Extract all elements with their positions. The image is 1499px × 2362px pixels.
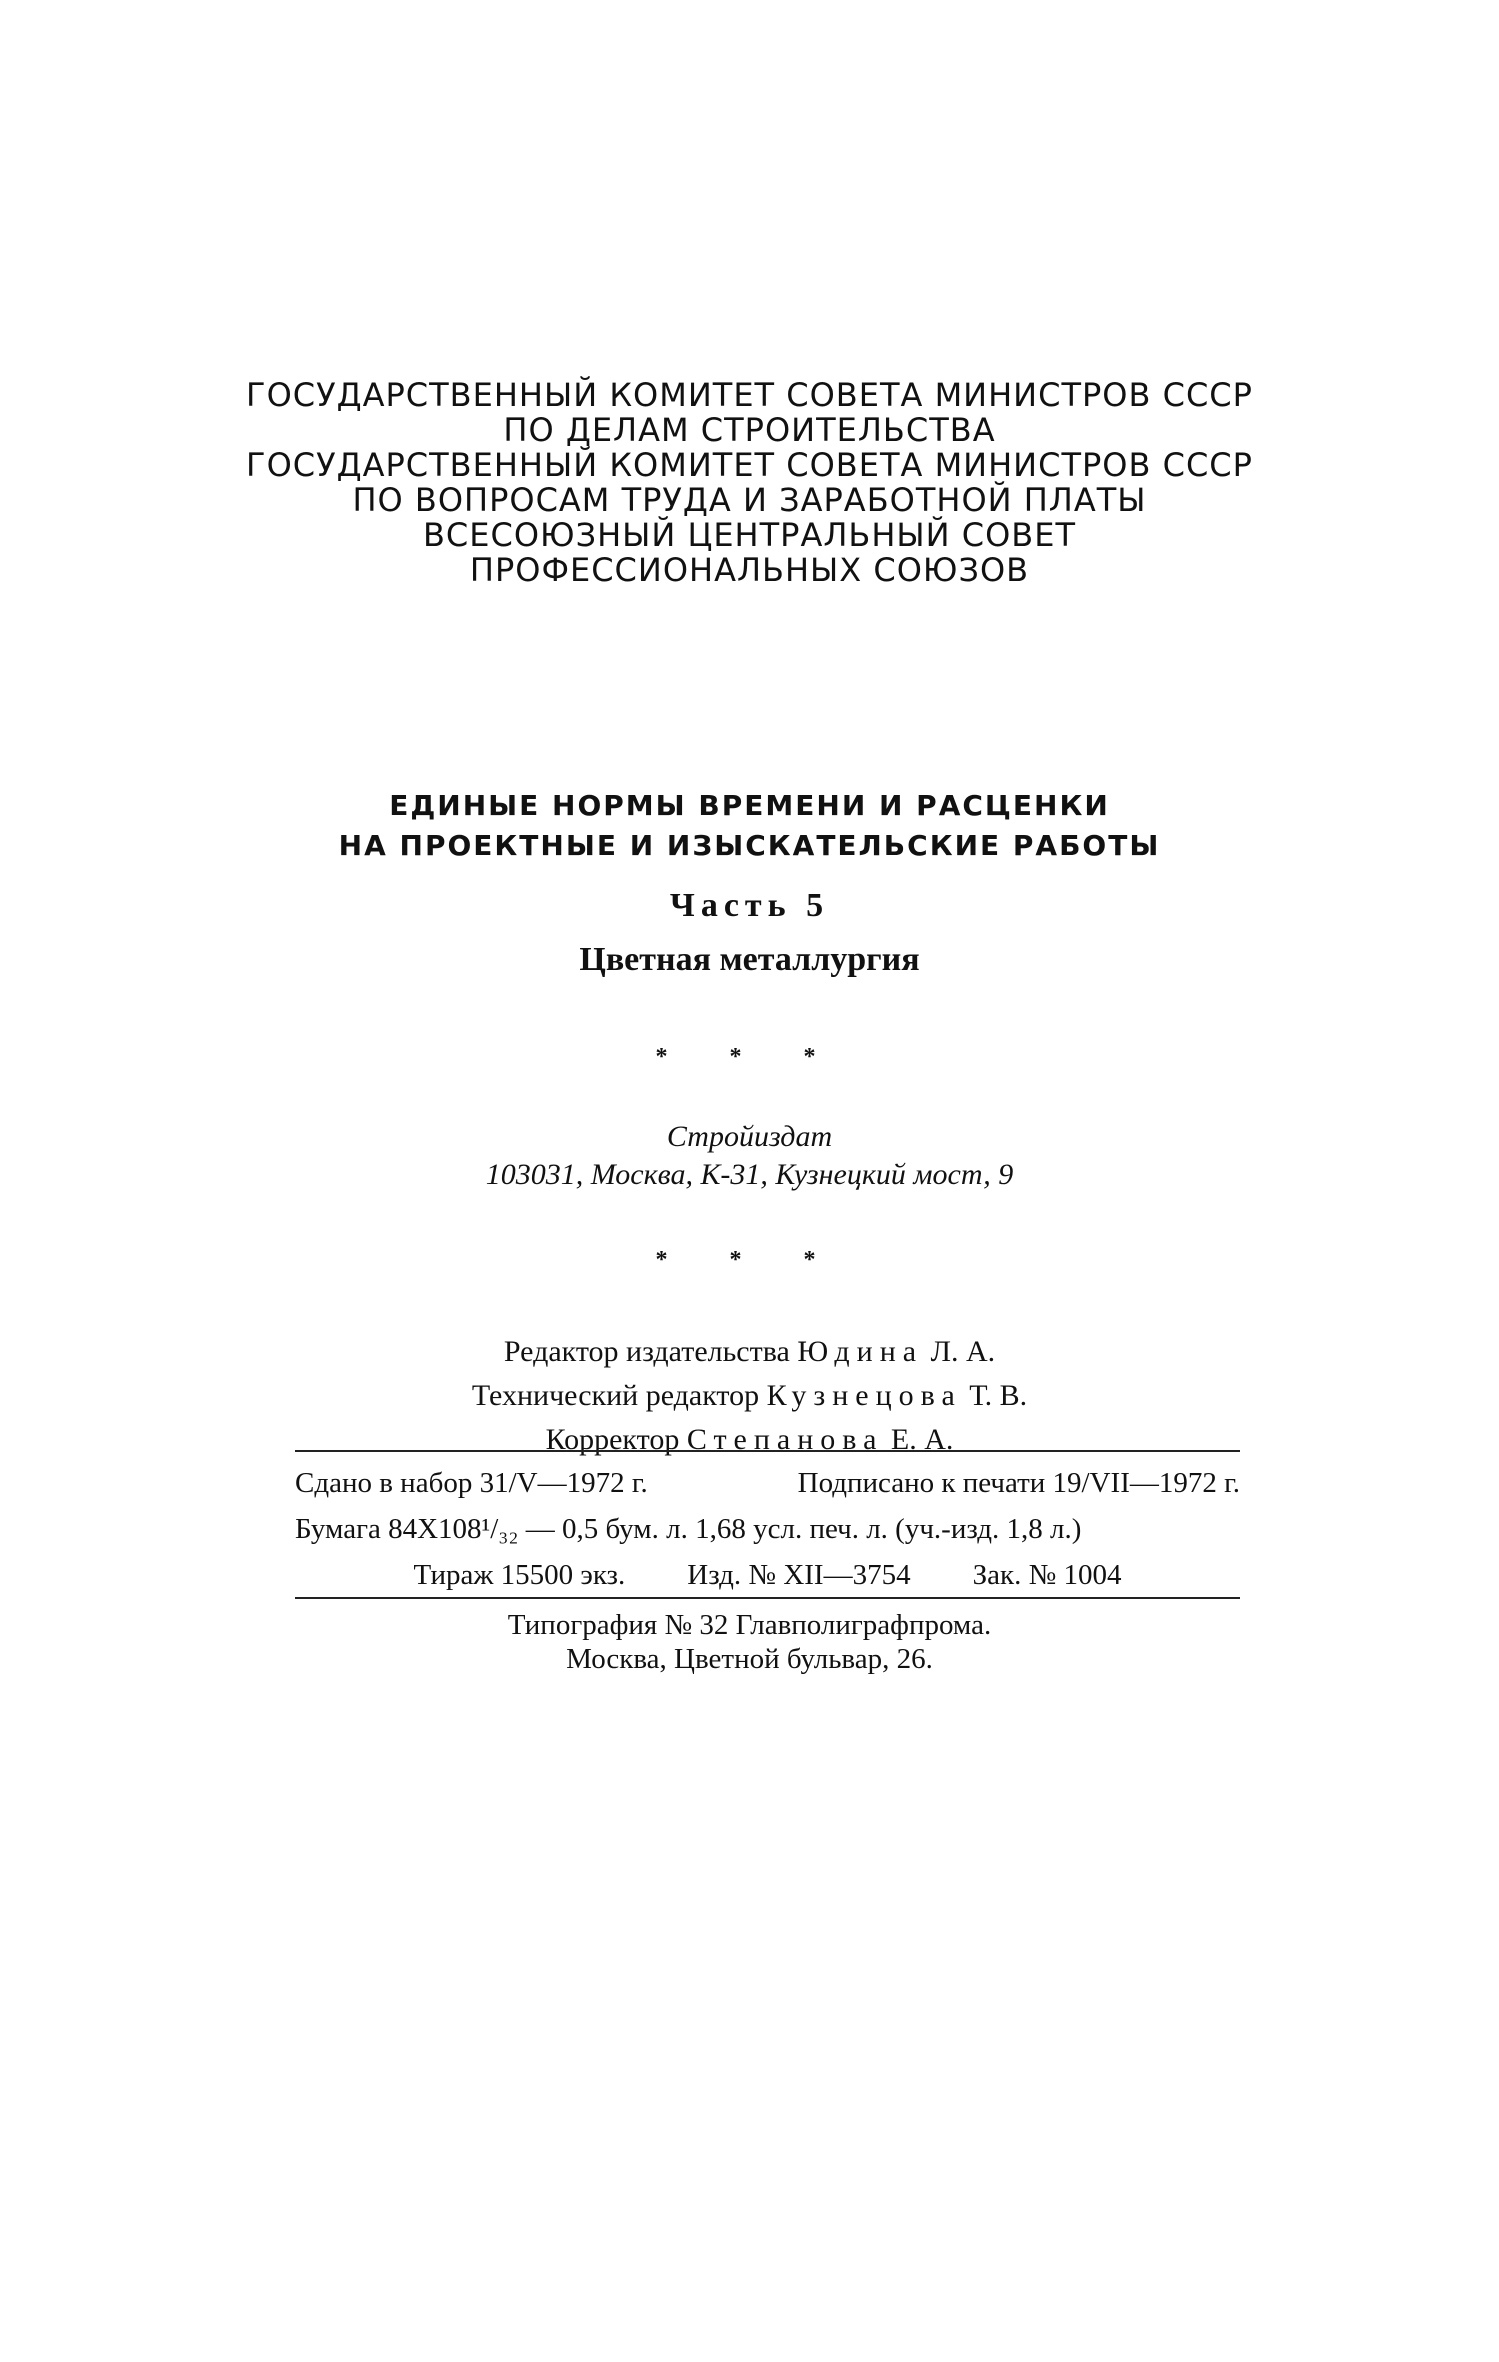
publisher-block	[0, 1118, 1499, 1194]
bottom-rule	[295, 1597, 1240, 1599]
credit-proofreader	[0, 1418, 1499, 1462]
credit-tech-editor	[0, 1374, 1499, 1418]
credit-role: Редактор издательства	[503, 1335, 790, 1368]
paper-format: Бумага 84Х108¹/₃₂ — 0,5 бум. л. 1,68 усл. печ. л. (уч.-изд. 1,8 л.)	[295, 1513, 1082, 1545]
publisher-name: Стройиздат	[666, 1120, 833, 1153]
top-rule	[295, 1450, 1240, 1452]
credit-name: Юдина	[797, 1335, 924, 1368]
printer-address: Москва, Цветной бульвар, 26.	[566, 1643, 933, 1675]
credit-initials: Е. А.	[890, 1423, 954, 1456]
title-line-2: НА ПРОЕКТНЫЕ И ИЗЫСКАТЕЛЬСКИЕ РАБОТЫ	[338, 829, 1161, 862]
credit-editor	[0, 1330, 1499, 1374]
credit-name: Степанова	[686, 1423, 884, 1456]
credit-role: Корректор	[545, 1423, 680, 1456]
signed-date: Подписано к печати 19/VII—1972 г.	[797, 1467, 1240, 1499]
print-details	[295, 1460, 1240, 1598]
editorial-credits	[0, 1330, 1499, 1462]
order-number: Зак. № 1004	[972, 1559, 1122, 1591]
credit-name: Кузнецова	[766, 1379, 962, 1412]
organization-line: ПРОФЕССИОНАЛЬНЫХ СОЮЗОВ	[469, 551, 1030, 589]
circulation: Тираж 15500 экз.	[413, 1559, 626, 1591]
issuing-organizations	[0, 378, 1499, 588]
issue-number: Изд. № XII—3754	[687, 1559, 911, 1591]
paper-row	[295, 1506, 1240, 1552]
part-subject: Цветная металлургия	[579, 941, 920, 978]
publisher-address: 103031, Москва, К-31, Кузнецкий мост, 9	[485, 1158, 1014, 1191]
separator-stars: * * *	[655, 1247, 844, 1273]
organization-line: ВСЕСОЮЗНЫЙ ЦЕНТРАЛЬНЫЙ СОВЕТ	[422, 516, 1077, 554]
circulation-row	[295, 1552, 1240, 1598]
credit-initials: Т. В.	[969, 1379, 1028, 1412]
organization-line: ГОСУДАРСТВЕННЫЙ КОМИТЕТ СОВЕТА МИНИСТРОВ СССР	[246, 376, 1253, 414]
credit-initials: Л. А.	[930, 1335, 996, 1368]
document-title	[0, 786, 1499, 866]
print-dates-row	[295, 1460, 1240, 1506]
printing-house	[0, 1608, 1499, 1676]
organization-line: ПО ДЕЛАМ СТРОИТЕЛЬСТВА	[503, 411, 996, 449]
title-line-1: ЕДИНЫЕ НОРМЫ ВРЕМЕНИ И РАСЦЕНКИ	[389, 789, 1110, 822]
credit-role: Технический редактор	[471, 1379, 760, 1412]
part-number: Часть 5	[669, 887, 830, 924]
typesetting-date: Сдано в набор 31/V—1972 г.	[295, 1467, 648, 1499]
separator-stars: * * *	[655, 1044, 844, 1070]
printer-name: Типография № 32 Главполиграфпрома.	[507, 1609, 992, 1641]
organization-line: ГОСУДАРСТВЕННЫЙ КОМИТЕТ СОВЕТА МИНИСТРОВ СССР	[246, 446, 1253, 484]
organization-line: ПО ВОПРОСАМ ТРУДА И ЗАРАБОТНОЙ ПЛАТЫ	[352, 481, 1147, 519]
